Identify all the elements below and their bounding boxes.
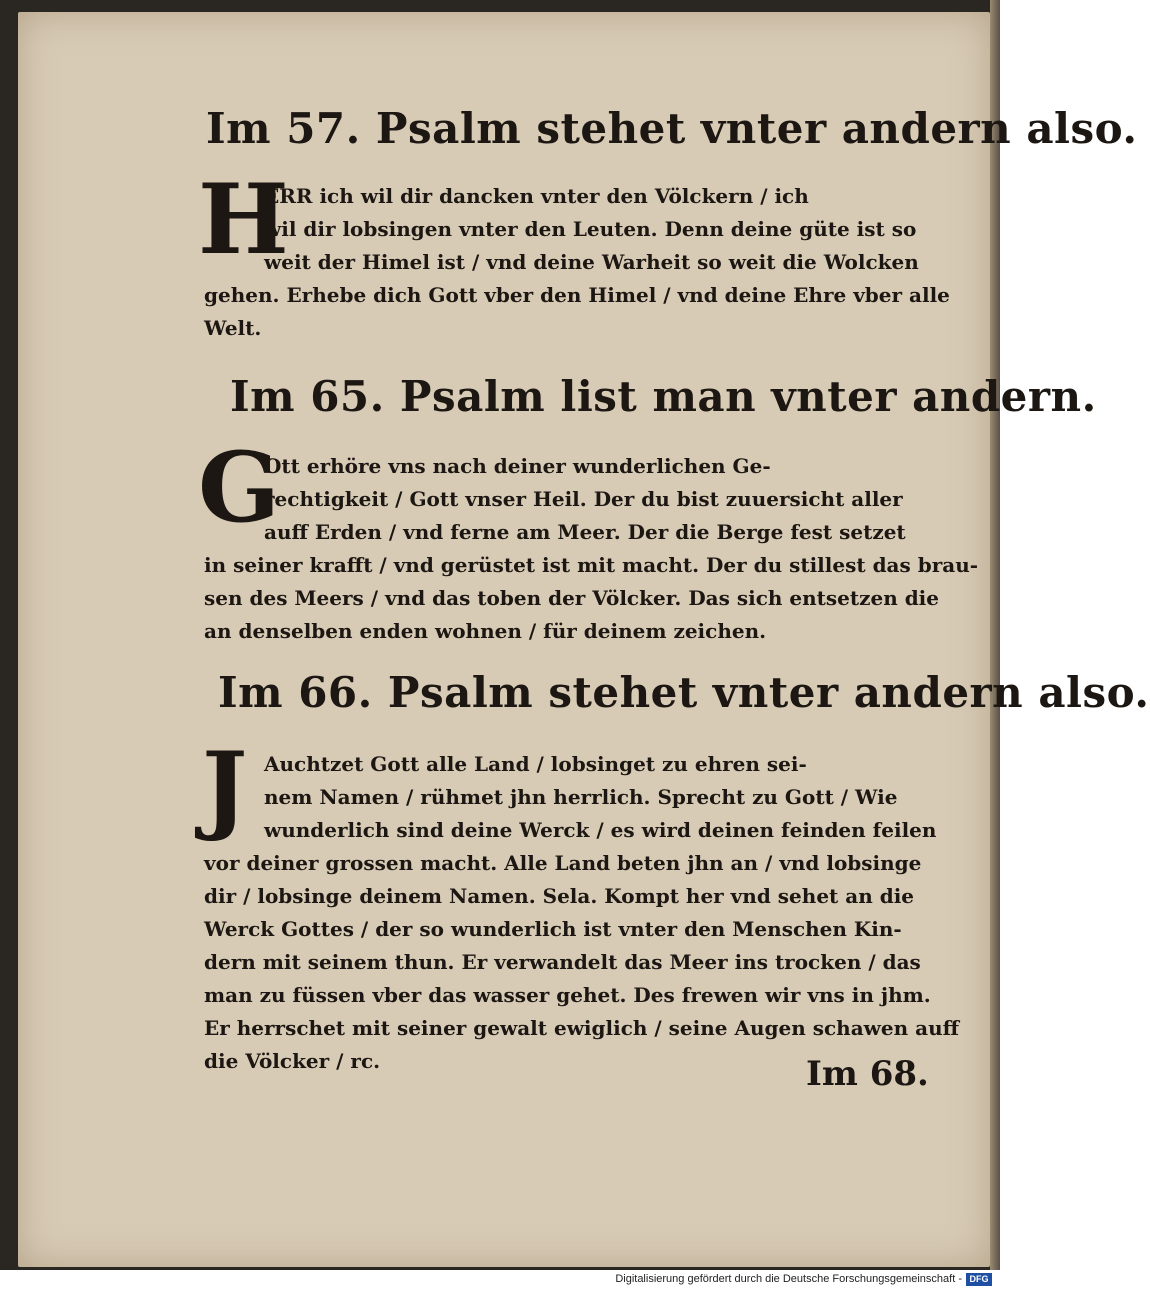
text-line: nem Namen / rühmet jhn herrlich. Sprecht zu Gott / Wie — [264, 785, 898, 809]
text-line: wunderlich sind deine Werck / es wird deinen feinden feilen — [264, 818, 937, 842]
drop-initial: H — [198, 163, 289, 276]
text-line: die Völcker / rc. — [204, 1049, 381, 1073]
text-line: wil dir lobsingen vnter den Leuten. Denn deine güte ist so — [264, 217, 917, 241]
text-line: vor deiner grossen macht. Alle Land beten jhn an / vnd lobsinge — [204, 851, 922, 875]
text-line: in seiner krafft / vnd gerüstet ist mit macht. Der du stillest das brau- — [204, 553, 979, 577]
drop-initial: J — [202, 731, 248, 844]
section-paragraph — [204, 748, 964, 1078]
text-line: Werck Gottes / der so wunderlich ist vnter den Menschen Kin- — [204, 917, 902, 941]
text-line: ERR ich wil dir dancken vnter den Völckern / ich — [264, 184, 809, 208]
dfg-logo: DFG — [966, 1273, 992, 1286]
section-paragraph — [204, 450, 979, 648]
section-paragraph — [204, 180, 964, 345]
text-line: dir / lobsinge deinem Namen. Sela. Kompt her vnd sehet an die — [204, 884, 915, 908]
funding-notice: Digitalisierung gefördert durch die Deutsche Forschungsgemeinschaft - — [615, 1273, 962, 1285]
catchword: Im 68. — [806, 1054, 929, 1094]
page-text — [18, 12, 1150, 1267]
section-heading: Im 66. Psalm stehet vnter andern also. — [218, 668, 1150, 717]
document-page — [18, 12, 1150, 1267]
text-line: rechtigkeit / Gott vnser Heil. Der du bist zuuersicht aller — [264, 487, 903, 511]
text-line: sen des Meers / vnd das toben der Völcker. Das sich entsetzen die — [204, 586, 939, 610]
section-heading: Im 57. Psalm stehet vnter andern also. — [206, 104, 1138, 153]
text-line: an denselben enden wohnen / für deinem zeichen. — [204, 619, 767, 643]
text-line: weit der Himel ist / vnd deine Warheit so weit die Wolcken — [264, 250, 919, 274]
text-line: man zu füssen vber das wasser gehet. Des frewen wir vns in jhm. — [204, 983, 931, 1007]
text-line: Er herrschet mit seiner gewalt ewiglich / seine Augen schawen auff — [204, 1016, 960, 1040]
text-line: auff Erden / vnd ferne am Meer. Der die Berge fest setzet — [264, 520, 906, 544]
text-line: dern mit seinem thun. Er verwandelt das Meer ins trocken / das — [204, 950, 921, 974]
text-line: Auchtzet Gott alle Land / lobsinget zu ehren sei- — [264, 752, 807, 776]
text-line: Welt. — [204, 316, 262, 340]
text-line: Ott erhöre vns nach deiner wunderlichen Ge- — [264, 454, 771, 478]
text-line: gehen. Erhebe dich Gott vber den Himel / vnd deine Ehre vber alle — [204, 283, 950, 307]
drop-initial: G — [198, 431, 280, 544]
book-edge — [990, 0, 1000, 1270]
section-heading: Im 65. Psalm list man vnter andern. — [230, 372, 1097, 421]
footer-bar — [0, 1270, 1000, 1290]
